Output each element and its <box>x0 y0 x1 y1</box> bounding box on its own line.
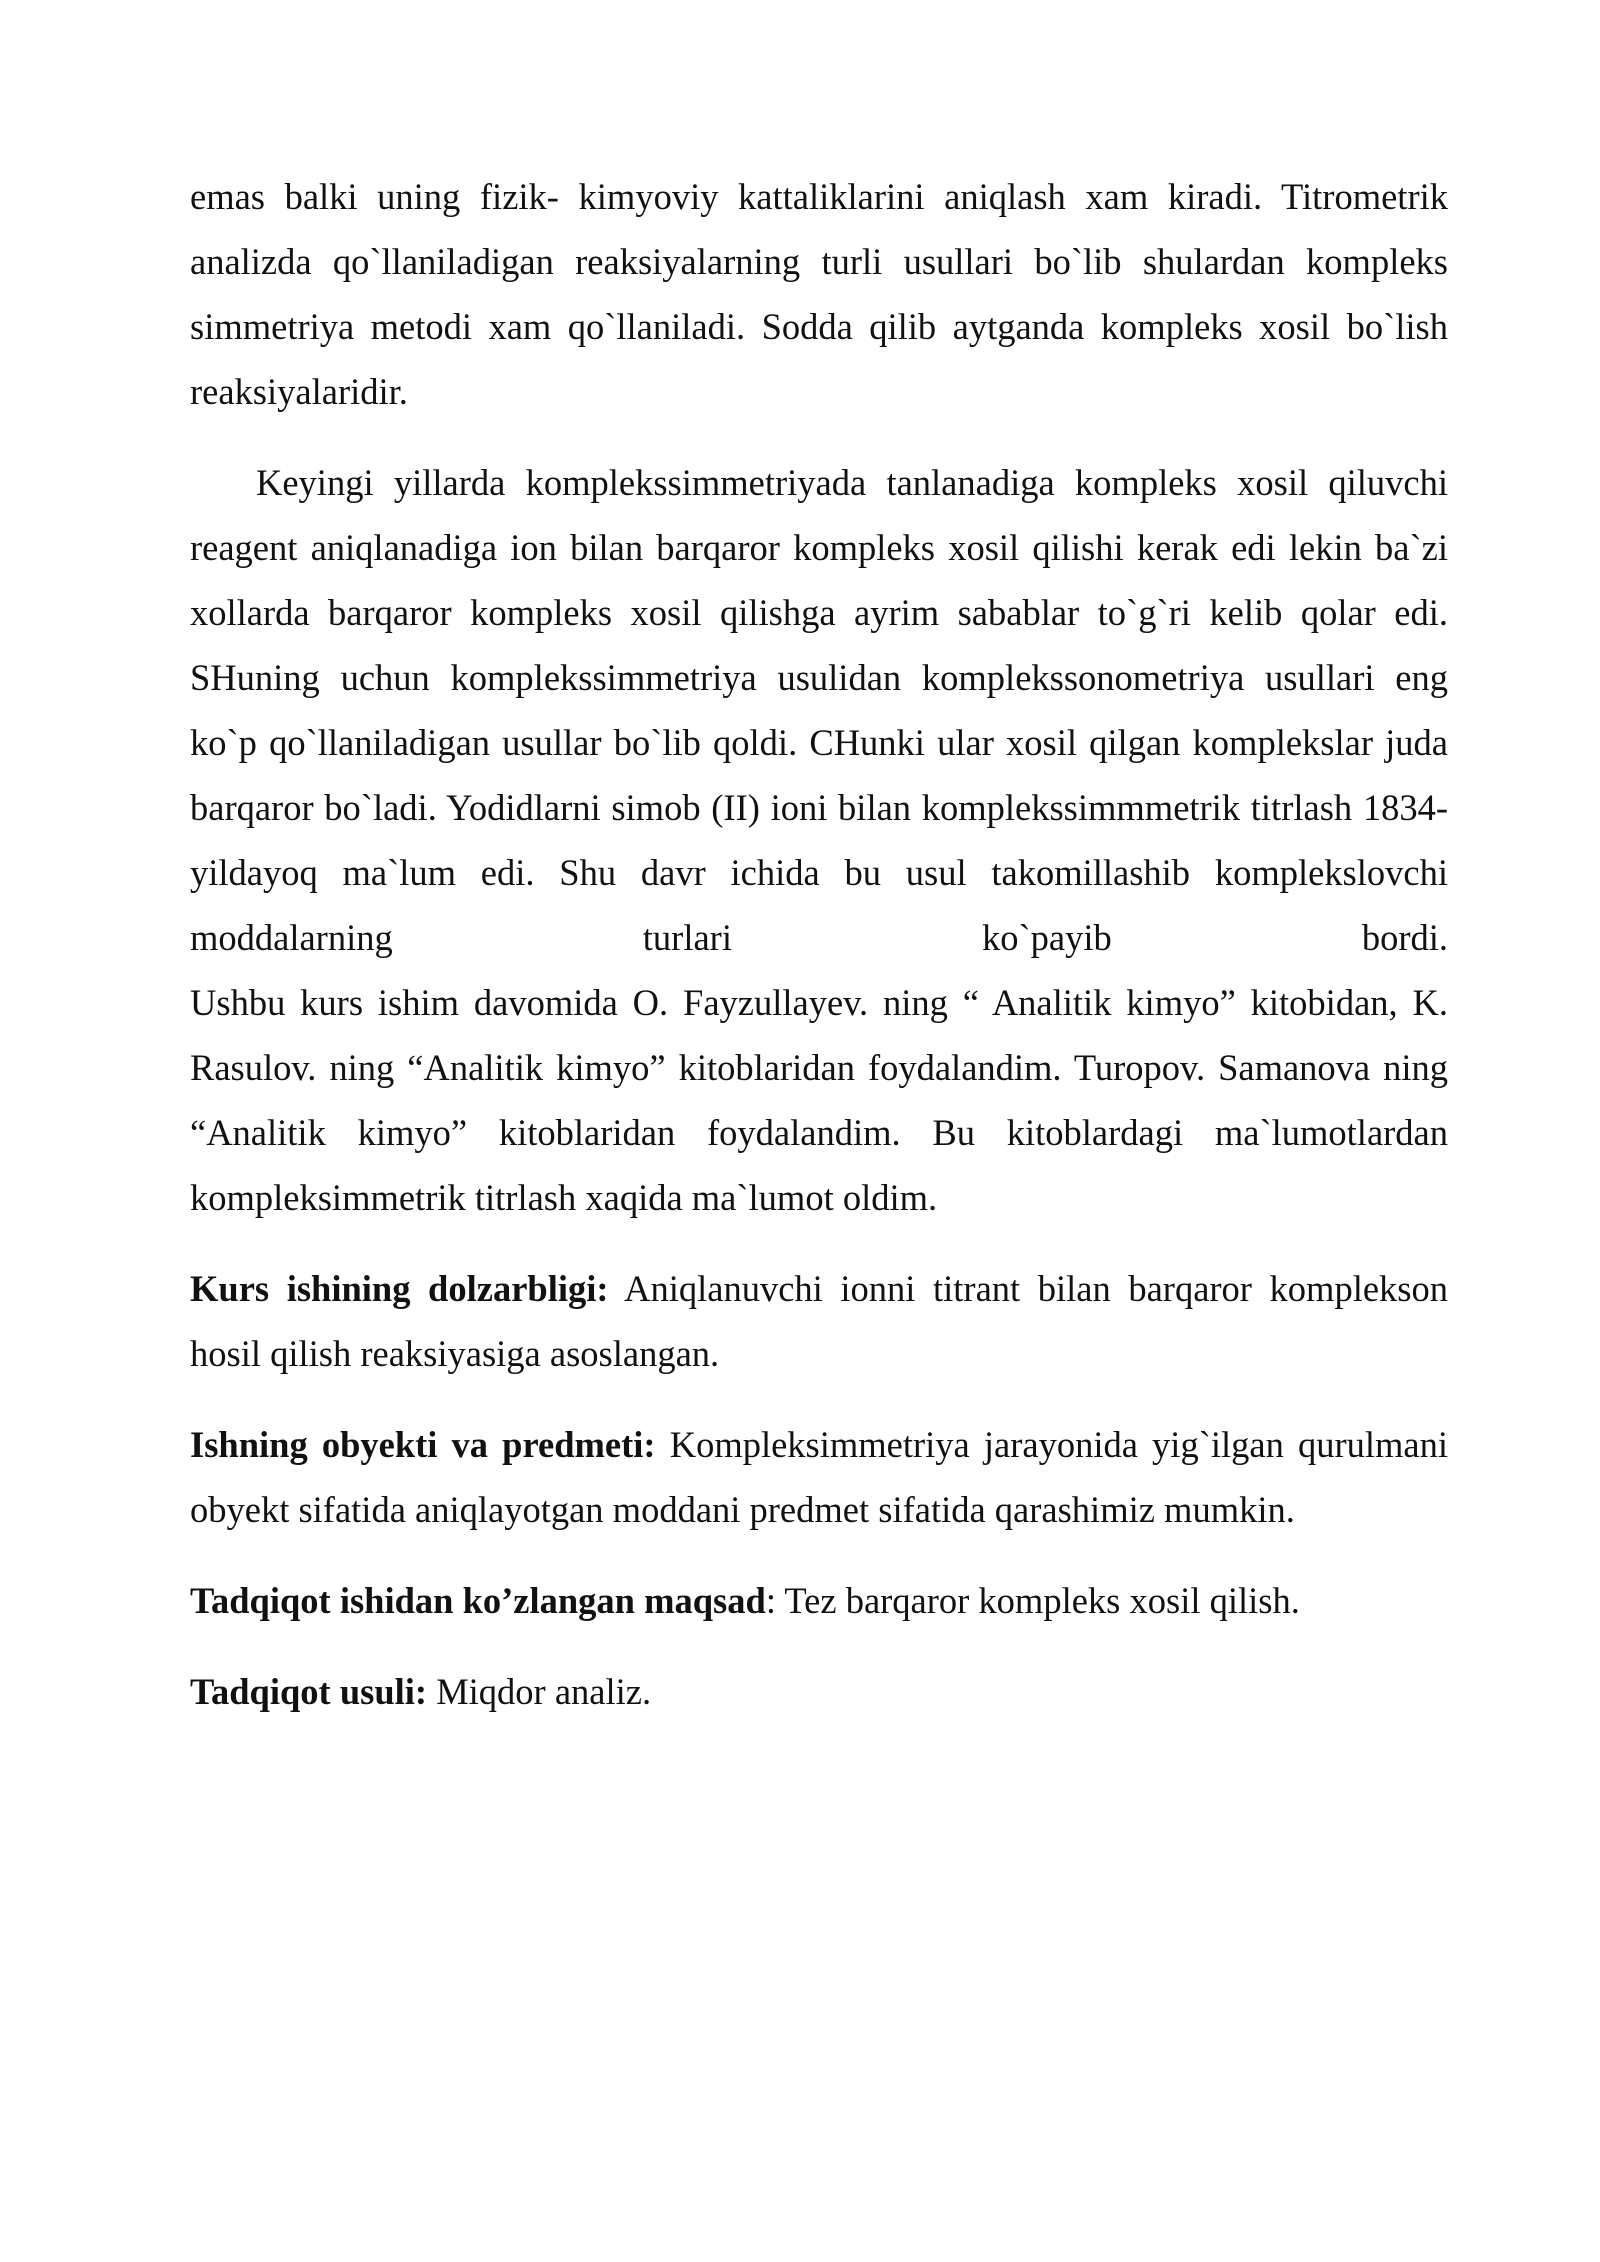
goal-label: Tadqiqot ishidan ko’zlangan maqsad <box>190 1580 766 1621</box>
object-text: Kompleksimmetriya jarayonida yig`ilgan qurulmani obyekt sifatida aniqlayotgan moddani predmet sifatida qarashimiz mumkin. <box>190 1424 1448 1530</box>
paragraph-intro <box>190 164 1448 424</box>
relevance-paragraph <box>190 1256 1448 1386</box>
paragraph-main <box>190 450 1448 1230</box>
paragraph-main-text-2: Ushbu kurs ishim davomida O. Fayzullayev. ning “ Analitik kimyo” kitobidan, K. Rasulov. ning “Analitik kimyo” kitoblaridan foydalandim. Turopov. Samanova ning “Analitik kimyo” kitoblaridan foydalandim. Bu kitoblardagi ma`lumotlardan kompleksimmetrik titrlash xaqida ma`lumot oldim. <box>190 982 1448 1218</box>
paragraph-intro-text: emas balki uning fizik- kimyoviy kattaliklarini aniqlash xam kiradi. Titrometrik analizda qo`llaniladigan reaksiyalarning turli usullari bo`lib shulardan kompleks simmetriya metodi xam qo`llaniladi. Sodda qilib aytganda kompleks xosil bo`lish reaksiyalaridir. <box>190 176 1448 412</box>
relevance-text: Aniqlanuvchi ionni titrant bilan barqaror komplekson hosil qilish reaksiyasiga asoslangan. <box>190 1268 1448 1374</box>
paragraph-main-text-1: Keyingi yillarda komplekssimmetriyada tanlanadiga kompleks xosil qiluvchi reagent aniqlanadiga ion bilan barqaror kompleks xosil qilishi kerak edi lekin ba`zi xollarda barqaror kompleks xosil qilishga ayrim sabablar to`g`ri kelib qolar edi. SHuning uchun komplekssimmetriya usulidan komplekssonometriya usullari eng ko`p qo`llaniladigan usullar bo`lib qoldi. CHunki ular xosil qilgan komplekslar juda barqaror bo`ladi. Yodidlarni simob (II) ioni bilan komplekssimmmetrik titrlash 1834-yildayoq ma`lum edi. Shu davr ichida bu usul takomillashib komplekslovchi moddalarning turlari ko`payib bordi. <box>190 462 1448 958</box>
goal-paragraph <box>190 1568 1448 1633</box>
method-text: Miqdor analiz. <box>427 1671 652 1712</box>
goal-text: : Tez barqaror kompleks xosil qilish. <box>765 1580 1300 1621</box>
method-label: Tadqiqot usuli: <box>190 1671 428 1712</box>
document-body <box>190 164 1448 1750</box>
object-paragraph <box>190 1412 1448 1542</box>
method-paragraph <box>190 1659 1448 1724</box>
object-label: Ishning obyekti va predmeti: <box>190 1424 656 1465</box>
relevance-label: Kurs ishining dolzarbligi: <box>190 1268 609 1309</box>
